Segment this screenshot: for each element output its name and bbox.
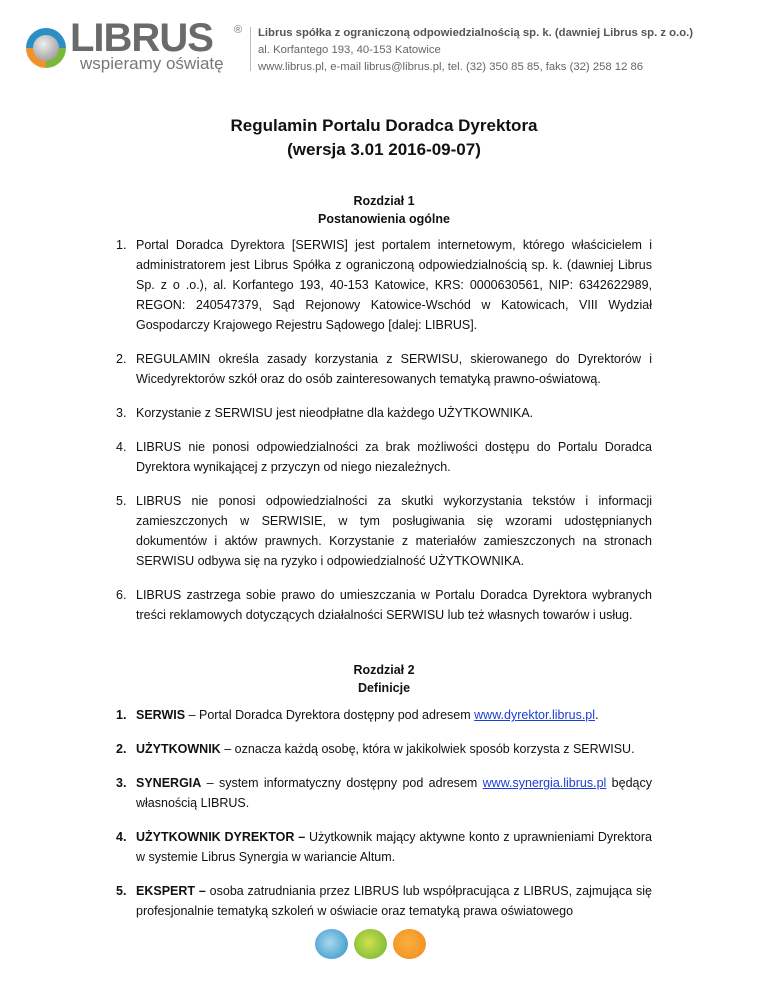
chapter2-title: Definicje: [357, 681, 411, 695]
chapter2-number: Rozdział 2: [353, 663, 415, 677]
item-number: 5.: [116, 884, 127, 898]
librus-logo: [22, 16, 247, 73]
definition-text-after: będący własnością LIBRUS.: [136, 776, 652, 810]
item-number: 3.: [116, 776, 127, 790]
definition-item: [116, 773, 652, 813]
definition-text-after: .: [595, 708, 599, 722]
item-number: 5.: [116, 494, 127, 508]
item-number: 1.: [116, 708, 127, 722]
blue-dot-icon: [315, 929, 348, 959]
item-text: LIBRUS nie ponosi odpowiedzialności za skutki wykorzystania tekstów i informacji zamieszczonych w SERWISIE, w tym posługiwania się wzorami udostępnianych dokumentów i aktów prawnych. Korzystanie z materiałów zamieszczonych na stronach SERWISU odbywa się na ryzyko i odpowiedzialność UŻYTKOWNIKA.: [136, 494, 652, 568]
chapter1-title: Postanowienia ogólne: [318, 212, 450, 226]
definition-link[interactable]: www.dyrektor.librus.pl: [474, 708, 596, 722]
orange-dot-icon: [393, 929, 426, 959]
item-number: 3.: [116, 406, 127, 420]
list-item: [116, 403, 652, 423]
definition-text: osoba zatrudniania przez LIBRUS lub współpracująca z LIBRUS, zajmująca się profesjonalnie tematyką szkoleń w oświacie oraz tematyką prawa oświatowego: [136, 884, 652, 918]
definition-text: Użytkownik mający aktywne konto z uprawnieniami Dyrektora w systemie Librus Synergia w wariancie Altum.: [136, 830, 652, 864]
logo-text: LIBRUS: [70, 16, 213, 60]
definition-item: [116, 739, 652, 759]
definition-text: – Portal Doradca Dyrektora dostępny pod adresem: [185, 708, 475, 722]
chapter1-number: Rozdział 1: [353, 194, 415, 208]
item-text: LIBRUS nie ponosi odpowiedzialności za brak możliwości dostępu do Portalu Doradca Dyrektora wynikającej z przyczyn od niego niezależnych.: [136, 440, 652, 474]
document-title: Regulamin Portalu Doradca Dyrektora: [230, 116, 538, 135]
definition-item: [116, 827, 652, 867]
company-address: al. Korfantego 193, 40-153 Katowice: [258, 44, 441, 56]
company-contact: www.librus.pl, e-mail librus@librus.pl, tel. (32) 350 85 85, faks (32) 258 12 86: [258, 61, 644, 73]
footer-dots: [315, 929, 426, 959]
company-name: Librus spółka z ograniczoną odpowiedzialnością sp. k. (dawniej Librus sp. z o.o.): [258, 27, 693, 39]
definition-text: – oznacza każdą osobę, która w jakikolwiek sposób korzysta z SERWISU.: [220, 742, 635, 756]
item-text: Portal Doradca Dyrektora [SERWIS] jest portalem internetowym, którego właścicielem i administratorem jest Librus Spółka z ograniczoną odpowiedzialnością sp. k. (dawniej Librus Sp. z o .o.), al. Korfantego 193, 40-153 Katowice, KRS: 0000630561, NIP: 6342622989, REGON: 240547379, Sąd Rejonowy Katowice-Wschód w Katowicach, VIII Wydział Gospodarczy Krajowego Rejestru Sądowego [dalej: LIBRUS].: [136, 238, 652, 332]
item-number: 4.: [116, 440, 127, 454]
chapter2-list: [116, 705, 652, 935]
item-number: 4.: [116, 830, 127, 844]
header-company-info: [258, 25, 693, 76]
item-number: 2.: [116, 742, 127, 756]
logo-tagline: wspieramy oświatę: [80, 54, 224, 73]
definition-term: SERWIS: [136, 708, 186, 722]
document-version: (wersja 3.01 2016-09-07): [287, 140, 481, 159]
definition-item: [116, 705, 652, 725]
definition-term: SYNERGIA: [136, 776, 202, 790]
definition-link[interactable]: www.synergia.librus.pl: [482, 776, 607, 790]
list-item: [116, 585, 652, 625]
definition-term: UŻYTKOWNIK DYREKTOR –: [136, 830, 306, 844]
green-dot-icon: [354, 929, 387, 959]
definition-item: [116, 881, 652, 921]
item-text: Korzystanie z SERWISU jest nieodpłatne dla każdego UŻYTKOWNIKA.: [136, 406, 534, 420]
item-text: REGULAMIN określa zasady korzystania z SERWISU, skierowanego do Dyrektorów i Wicedyrektorów szkół oraz do osób zainteresowanych tematyką prawno-oświatową.: [136, 352, 652, 386]
item-text: LIBRUS zastrzega sobie prawo do umieszczania w Portalu Doradca Dyrektora wybranych treści reklamowych dotyczących działalności SERWISU lub też własnych towarów i usług.: [136, 588, 652, 622]
header-divider: [250, 27, 251, 71]
logo-registered: ®: [234, 24, 243, 36]
item-number: 2.: [116, 352, 127, 366]
list-item: [116, 491, 652, 571]
definition-term: EKSPERT –: [136, 884, 206, 898]
definition-term: UŻYTKOWNIK: [136, 742, 221, 756]
definition-text: – system informatyczny dostępny pod adresem: [201, 776, 483, 790]
chapter1-list: [116, 235, 652, 639]
list-item: [116, 235, 652, 335]
list-item: [116, 349, 652, 389]
item-number: 6.: [116, 588, 127, 602]
item-number: 1.: [116, 238, 127, 252]
list-item: [116, 437, 652, 477]
logo-ring-icon: [26, 28, 66, 68]
